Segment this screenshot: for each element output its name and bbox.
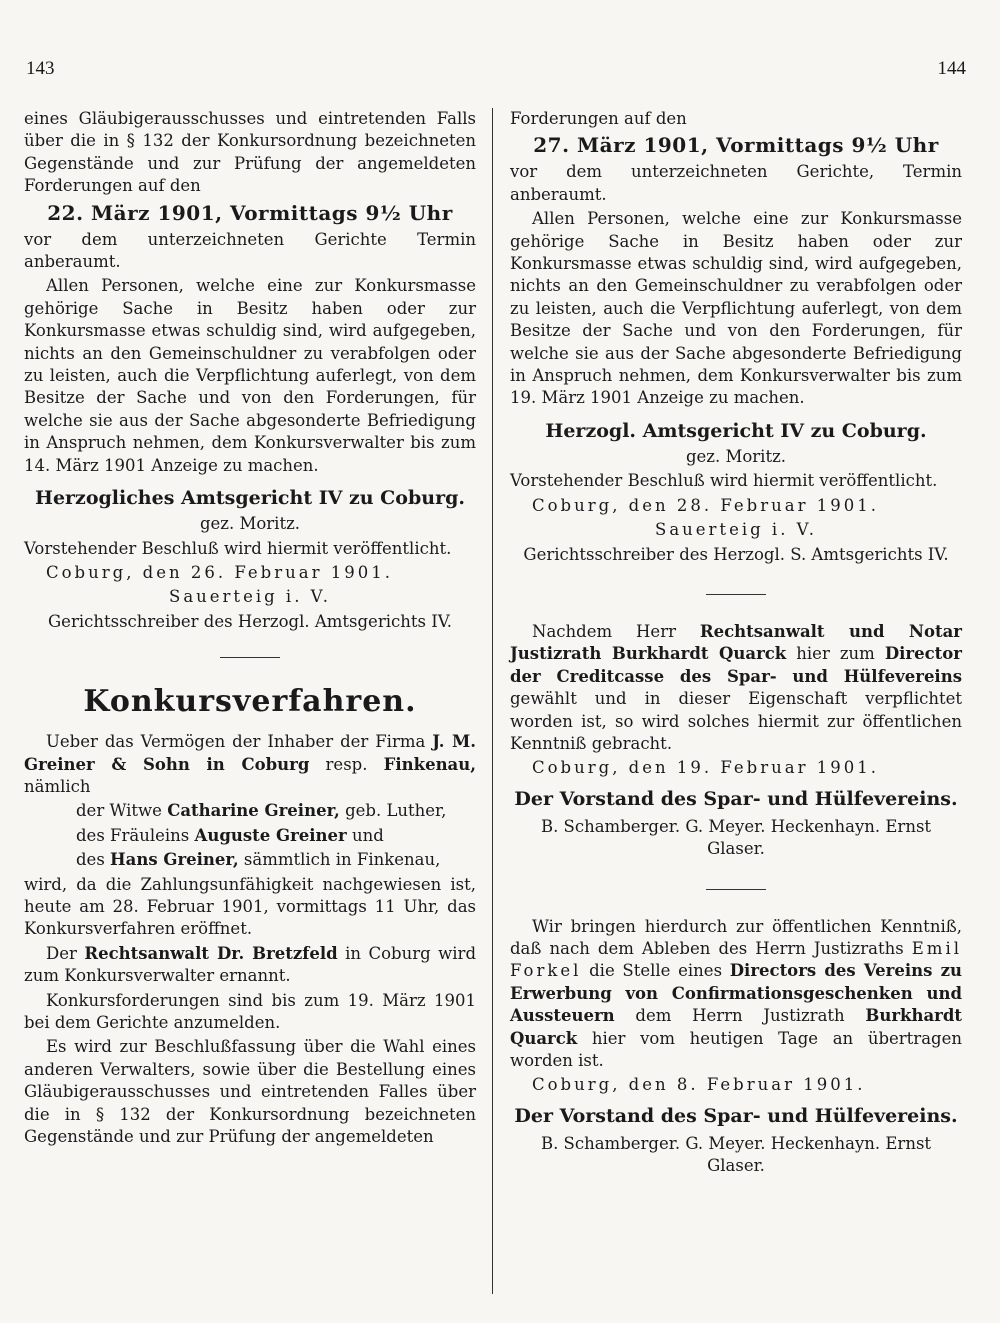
text: des: [76, 850, 105, 870]
text: Wir bringen hierdurch zur öffentlichen Kenntniß, daß nach dem Ableben des Herrn Justizraths: [510, 916, 962, 958]
paragraph: [24, 943, 476, 988]
text: dem Herrn Justizrath: [635, 1006, 845, 1026]
board-signature: Der Vorstand des Spar- und Hülfevereins.: [514, 1104, 958, 1127]
text: der Witwe: [76, 801, 162, 821]
list-item: [24, 849, 476, 871]
column-divider: [492, 108, 493, 1294]
paragraph: Konkursforderungen sind bis zum 19. März 1901 bei dem Gerichte anzumelden.: [24, 990, 476, 1032]
paragraph: eines Gläubigerausschusses und eintretenden Falls über die in § 132 der Konkursordnung bezeichneten Gegenstände und zur Prüfung der angemeldeten Forderungen auf den: [24, 109, 476, 196]
paragraph: [510, 621, 962, 755]
place-date: Coburg, den 19. Februar 1901.: [532, 758, 879, 778]
text: sämmtlich in Finkenau,: [243, 850, 441, 870]
role-title: Director der Creditcasse des Spar- und Hülfevereins: [510, 644, 962, 686]
signature: gez. Moritz.: [685, 446, 787, 466]
text: in Coburg wird zum Konkursverwalter ernannt.: [24, 943, 477, 986]
place-name: Finkenau,: [383, 754, 476, 774]
list-item: [24, 825, 476, 847]
paragraph: Allen Personen, welche eine zur Konkursmasse gehörige Sache in Besitz haben oder zur Konkursmasse etwas schuldig sind, wird aufgegeben, nichts an den Gemeinschuldner zu verabfolgen oder zu leisten, auch die Verpflichtung auferlegt, von dem Besitze der Sache und von den Forderungen, für welche sie aus der Sache abgesonderte Befriedigung in Anspruch nehmen, dem Konkursverwalter bis zum 19. März 1901 Anzeige zu machen.: [510, 209, 962, 408]
text: nämlich: [24, 776, 91, 796]
paragraph: wird, da die Zahlungsunfähigkeit nachgewiesen ist, heute am 28. Februar 1901, vormittags 11 Uhr, das Konkursverfahren eröffnet.: [24, 874, 476, 939]
text: Der: [46, 943, 77, 963]
court-name: Herzogliches Amtsgericht IV zu Coburg.: [35, 487, 465, 510]
court-name: Herzogl. Amtsgericht IV zu Coburg.: [545, 419, 927, 442]
paragraph: Vorstehender Beschluß wird hiermit veröffentlicht.: [24, 538, 452, 558]
hearing-date: 27. März 1901, Vormittags 9½ Uhr: [533, 133, 939, 158]
text: hier zum: [796, 644, 875, 664]
paragraph: Es wird zur Beschlußfassung über die Wahl eines anderen Verwalters, sowie über die Bestellung eines Gläubigerausschusses und eintretenden Falles über die in § 132 der Konkursordnung bezeichneten Gegenstände und zur Prüfung der angemeldeten: [24, 1037, 476, 1147]
list-item: [24, 800, 476, 822]
paragraph: [510, 916, 962, 1073]
person-name: Emil Forkel: [510, 938, 962, 981]
page-number-left: 143: [26, 58, 55, 79]
text: und: [352, 825, 384, 845]
separator-rule: [706, 889, 766, 890]
signature: gez. Moritz.: [199, 514, 301, 534]
clerk-name: Sauerteig i. V.: [169, 587, 331, 607]
text: die Stelle eines: [589, 961, 723, 981]
separator-rule: [706, 594, 766, 595]
paragraph: vor dem unterzeichneten Gerichte Termin anberaumt.: [24, 229, 476, 272]
person-name: Auguste Greiner: [194, 825, 347, 845]
signatory-names: B. Schamberger. G. Meyer. Heckenhayn. Ernst Glaser.: [540, 1133, 932, 1176]
clerk-title: Gerichtsschreiber des Herzogl. Amtsgerichts IV.: [48, 611, 452, 631]
text: gewählt und in dieser Eigenschaft verpflichtet worden ist, so wird solches hiermit zur öffentlichen Kenntniß gebracht.: [510, 689, 962, 753]
paragraph: Allen Personen, welche eine zur Konkursmasse gehörige Sache in Besitz haben oder zur Konkursmasse etwas schuldig sind, wird aufgegeben, nichts an den Gemeinschuldner zu verabfolgen oder zu leisten, auch die Verpflichtung auferlegt, von dem Besitze der Sache und von den Forderungen, für welche sie aus der Sache abgesonderte Befriedigung in Anspruch nehmen, dem Konkursverwalter bis zum 14. März 1901 Anzeige zu machen.: [24, 276, 476, 475]
person-name: Burkhardt Quarck: [510, 1006, 962, 1048]
place-date: Coburg, den 28. Februar 1901.: [532, 495, 879, 515]
board-signature: Der Vorstand des Spar- und Hülfevereins.: [514, 787, 958, 810]
text: Ueber das Vermögen der Inhaber der Firma: [46, 732, 426, 752]
section-title: Konkursverfahren.: [83, 684, 417, 720]
text: hier vom heutigen Tage an übertragen worden ist.: [510, 1028, 962, 1070]
clerk-name: Sauerteig i. V.: [655, 520, 817, 540]
person-name: Catharine Greiner,: [167, 801, 340, 821]
signatory-names: B. Schamberger. G. Meyer. Heckenhayn. Ernst Glaser.: [540, 816, 932, 859]
person-name: Rechtsanwalt und Notar Justizrath Burkhardt Quarck: [510, 621, 962, 664]
person-name: Rechtsanwalt Dr. Bretzfeld: [84, 943, 338, 963]
text: geb. Luther,: [345, 801, 447, 821]
person-name: Hans Greiner,: [110, 850, 239, 870]
place-date: Coburg, den 8. Februar 1901.: [532, 1075, 866, 1095]
firm-name: J. M. Greiner & Sohn in Coburg: [24, 732, 476, 774]
text: resp.: [325, 754, 368, 774]
separator-rule: [220, 657, 280, 658]
text: des Fräuleins: [76, 825, 190, 845]
left-column: [24, 108, 476, 1150]
hearing-date: 22. März 1901, Vormittags 9½ Uhr: [47, 200, 453, 225]
role-title: Directors des Vereins zu Erwerbung von Confirmationsgeschenken und Aussteuern: [510, 961, 962, 1026]
paragraph: vor dem unterzeichneten Gerichte, Termin anberaumt.: [510, 162, 962, 204]
text: Nachdem Herr: [532, 621, 676, 641]
right-column: [510, 108, 962, 1180]
paragraph: Forderungen auf den: [510, 109, 687, 128]
paragraph: Vorstehender Beschluß wird hiermit veröffentlicht.: [510, 471, 938, 491]
clerk-title: Gerichtsschreiber des Herzogl. S. Amtsgerichts IV.: [523, 544, 949, 564]
place-date: Coburg, den 26. Februar 1901.: [46, 562, 393, 582]
page-number-right: 144: [937, 58, 966, 79]
paragraph: [24, 731, 476, 798]
